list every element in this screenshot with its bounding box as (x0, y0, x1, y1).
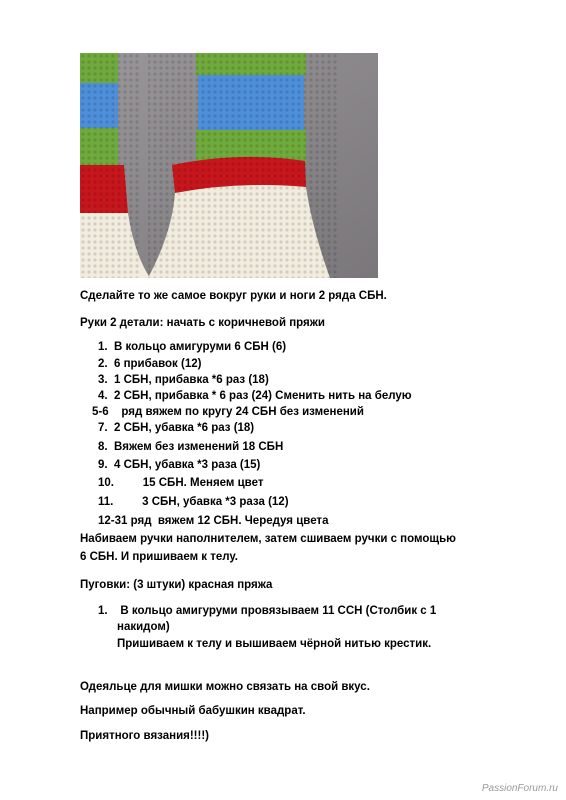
step-number: 9. (98, 459, 108, 471)
step-text: В кольцо амигуруми провязываем 11 ССН (Столбик с 1 (120, 605, 437, 617)
step-text: ряд вяжем по кругу 24 СБН без изменений (121, 406, 364, 418)
stuffing-line-1: Набиваем ручки наполнителем, затем сшиваем ручки с помощью (80, 533, 456, 545)
step-11 (98, 495, 289, 509)
arms-header: Руки 2 детали: начать с коричневой пряжи (80, 317, 325, 329)
closing-text: Приятного вязания!!!!) (80, 730, 209, 742)
step-text: 15 СБН. Меняем цвет (142, 477, 264, 489)
step-number: 10. (98, 477, 114, 489)
left-leg (80, 53, 150, 278)
step-9 (98, 458, 260, 472)
crochet-legs-illustration (80, 53, 378, 278)
step-text: вяжем 12 СБН. Чередуя цвета (157, 515, 329, 527)
step-2 (98, 357, 201, 371)
crochet-legs-photo (80, 53, 378, 278)
step-text: 1 СБН, прибавка *6 раз (18) (113, 374, 269, 386)
step-text: 6 прибавок (12) (113, 358, 202, 370)
step-12-31 (98, 514, 328, 528)
step-number: 11. (98, 496, 114, 508)
blanket-line-2: Например обычный бабушкин квадрат. (80, 705, 306, 717)
step-text: 2 СБН, прибавка * 6 раз (24) Сменить нить на белую (113, 390, 412, 402)
step-number: 5-6 (92, 406, 109, 418)
stuffing-line-2: 6 СБН. И пришиваем к телу. (80, 551, 238, 563)
step-4 (98, 389, 412, 403)
step-text: В кольцо амигуруми 6 СБН (6) (113, 341, 287, 353)
site-watermark: PassionForum.ru (481, 783, 558, 794)
button-step-1 (98, 604, 436, 618)
step-number: 8. (98, 441, 108, 453)
step-8 (98, 440, 283, 454)
right-leg (148, 53, 338, 278)
step-5-6 (92, 405, 364, 419)
step-text: 2 СБН, убавка *6 раз (18) (113, 422, 255, 434)
step-number: 3. (98, 374, 108, 386)
step-number: 1. (98, 341, 108, 353)
step-number: 4. (98, 390, 108, 402)
intro-text: Сделайте то же самое вокруг руки и ноги 2 ряда СБН. (80, 290, 387, 302)
step-number: 12-31 ряд (98, 515, 152, 527)
button-step-1-cont: накидом) (117, 621, 170, 633)
step-number: 2. (98, 358, 108, 370)
step-number: 7. (98, 422, 108, 434)
step-number: 1. (98, 605, 108, 617)
buttons-header: Пуговки: (3 штуки) красная пряжа (80, 579, 273, 591)
step-3 (98, 373, 269, 387)
step-text: Вяжем без изменений 18 СБН (113, 441, 284, 453)
button-step-sew: Пришиваем к телу и вышиваем чёрной нитью крестик. (117, 638, 432, 650)
step-10 (98, 476, 263, 490)
step-1 (98, 340, 286, 354)
blanket-line-1: Одеяльце для мишки можно связать на свой вкус. (80, 681, 370, 693)
step-text: 3 СБН, убавка *3 раза (12) (142, 496, 289, 508)
step-text: 4 СБН, убавка *3 раза (15) (113, 459, 261, 471)
step-7 (98, 421, 254, 435)
